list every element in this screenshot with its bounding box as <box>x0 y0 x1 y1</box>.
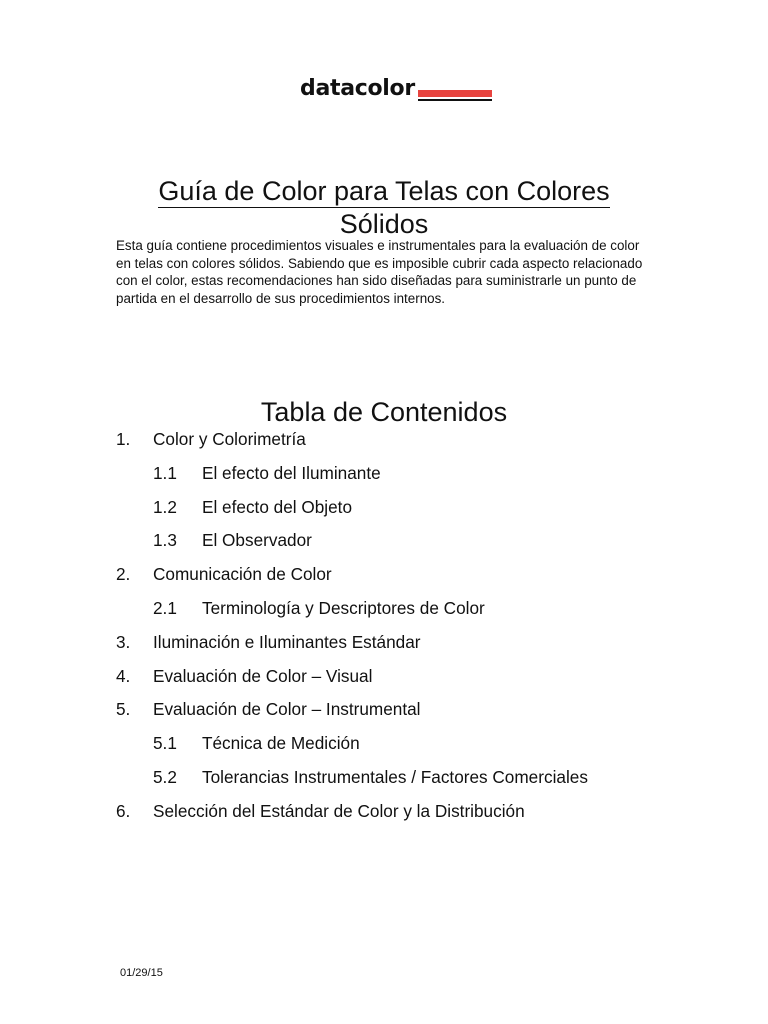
toc-item-number: 4. <box>116 665 131 686</box>
logo-red-bar <box>418 90 492 97</box>
toc-item-number: 6. <box>116 800 131 821</box>
toc-item-text: Color y Colorimetría <box>153 429 306 449</box>
toc-item-text: El Observador <box>202 530 312 551</box>
logo-wordmark: datacolor <box>300 76 415 101</box>
toc-item-number: 5.2 <box>153 767 177 787</box>
toc-item-number: 1.3 <box>153 530 177 551</box>
document-title <box>110 175 658 240</box>
intro-paragraph: Esta guía contiene procedimientos visuales e instrumentales para la evaluación de color en telas con colores sólidos. Sabiendo que es imposible cubrir cada aspecto relacionado con el color, estas recomendaciones han sido diseñadas para suministrarle un punto de partida en el desarrollo de sus procedimientos internos. <box>116 238 643 306</box>
toc-item-text: Técnica de Medición <box>202 733 360 754</box>
document-title-line2: Sólidos <box>339 209 429 240</box>
toc-item-text: Iluminación e Iluminantes Estándar <box>153 631 421 652</box>
toc-item-number: 1. <box>116 429 131 449</box>
toc-item-text: Evaluación de Color – Instrumental <box>153 699 421 720</box>
footer-date: 01/29/15 <box>120 967 163 979</box>
toc-heading: Tabla de Contenidos <box>260 397 508 428</box>
toc-item-number: 2. <box>116 564 131 585</box>
logo-bar <box>418 82 492 100</box>
document-title-line1: Guía de Color para Telas con Colores <box>158 176 610 207</box>
toc-item-text: Evaluación de Color – Visual <box>153 665 373 686</box>
toc-item-number: 5. <box>116 699 131 720</box>
toc-item-number: 2.1 <box>153 598 177 618</box>
datacolor-logo <box>300 70 492 100</box>
toc-item-number: 5.1 <box>153 733 177 754</box>
toc-item-number: 1.2 <box>153 496 177 517</box>
toc-item-number: 1.1 <box>153 462 177 483</box>
toc-item-text: Tolerancias Instrumentales / Factores Comerciales <box>202 767 588 787</box>
toc-item-text: El efecto del Objeto <box>202 496 353 517</box>
toc-item-text: Selección del Estándar de Color y la Distribución <box>153 800 525 821</box>
toc-item-text: El efecto del Iluminante <box>202 462 381 483</box>
toc-item-number: 3. <box>116 631 131 652</box>
toc-item-text: Terminología y Descriptores de Color <box>202 598 485 618</box>
toc-item-text: Comunicación de Color <box>153 564 332 585</box>
logo-underline <box>418 99 492 101</box>
